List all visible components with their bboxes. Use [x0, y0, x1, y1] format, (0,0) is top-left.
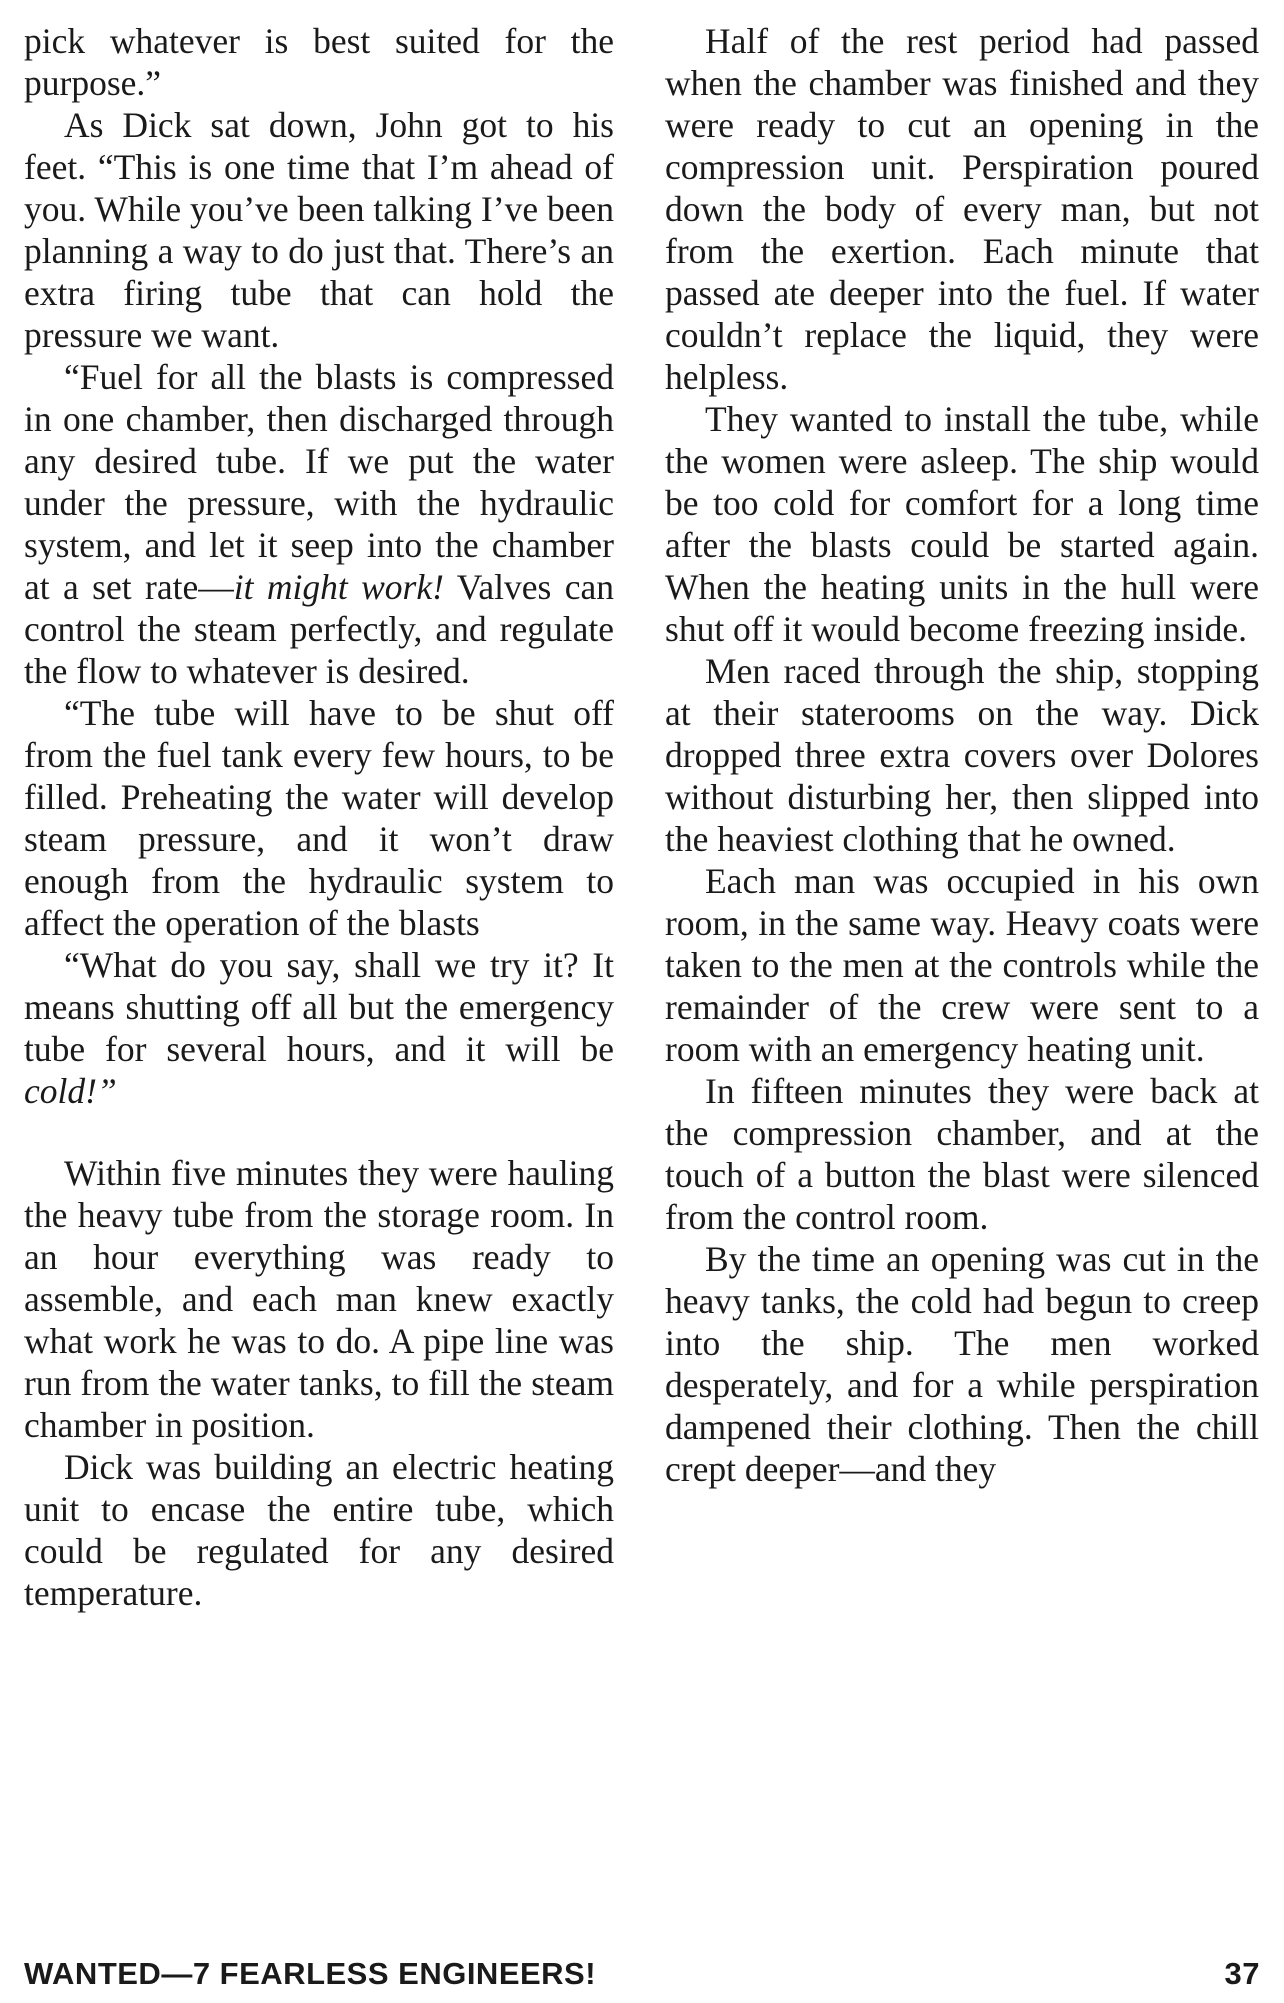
paragraph: Within five minutes they were hauling the heavy tube from the storage room. In an hour everything was ready to assemble, and each man knew exactly what work he was to do. A pipe line was run from the water tanks, to fill the steam chamber in position. — [24, 1153, 614, 1445]
paragraph-text: “What do you say, shall we try it? It means shutting off all but the emergency tube for several hours, and it will be — [24, 945, 614, 1069]
paragraph: As Dick sat down, John got to his feet. “This is one time that I’m ahead of you. While you’ve been talking I’ve been planning a way to do just that. There’s an extra firing tube that can hold the pressure we want. — [24, 105, 614, 355]
italic-emphasis: cold!” — [24, 1071, 117, 1111]
paragraph: Dick was building an electric heating unit to encase the entire tube, which could be regulated for any desired temperature. — [24, 1447, 614, 1613]
page-number: 37 — [1224, 1956, 1260, 1991]
paragraph — [24, 356, 614, 692]
page-footer — [24, 1954, 1260, 1994]
paragraph-text: Valves can control the steam perfectly, and regulate the flow to whatever is desired. — [24, 567, 615, 691]
paragraph: Men raced through the ship, stopping at their staterooms on the way. Dick dropped three extra covers over Dolores without disturbing her, then slipped into the heaviest clothing that he owned. — [665, 651, 1259, 859]
right-text-column — [665, 20, 1259, 1490]
paragraph: “The tube will have to be shut off from the fuel tank every few hours, to be filled. Preheating the water will develop steam pressure, and it won’t draw enough from the hydraulic system to affect the operation of the blasts — [24, 693, 614, 943]
paragraph: In fifteen minutes they were back at the compression chamber, and at the touch of a button the blast were silenced from the control room. — [665, 1071, 1259, 1237]
italic-emphasis: it might work! — [233, 567, 444, 607]
running-title: WANTED—7 FEARLESS ENGINEERS! — [24, 1956, 597, 1991]
paragraph: pick whatever is best suited for the purpose.” — [24, 21, 614, 103]
paragraph: Each man was occupied in his own room, in the same way. Heavy coats were taken to the men at the controls while the remainder of the crew were sent to a room with an emergency heating unit. — [665, 861, 1259, 1069]
paragraph: They wanted to install the tube, while the women were asleep. The ship would be too cold for comfort for a long time after the blasts could be started again. When the heating units in the hull were shut off it would become freezing inside. — [665, 399, 1259, 649]
paragraph-text: “Fuel for all the blasts is compressed in one chamber, then discharged through any desired tube. If we put the water under the pressure, with the hydraulic system, and let it seep into the chamber at a set rate— — [24, 357, 614, 607]
left-text-column — [24, 20, 614, 1614]
paragraph: By the time an opening was cut in the heavy tanks, the cold had begun to creep into the ship. The men worked desperately, and for a while perspiration dampened their clothing. Then the chill crept deeper—and they — [665, 1239, 1259, 1489]
paragraph: Half of the rest period had passed when the chamber was finished and they were ready to cut an opening in the compression unit. Perspiration poured down the body of every man, but not from the exertion. Each minute that passed ate deeper into the fuel. If water couldn’t replace the liquid, they were helpless. — [665, 21, 1259, 397]
paragraph — [24, 944, 614, 1112]
